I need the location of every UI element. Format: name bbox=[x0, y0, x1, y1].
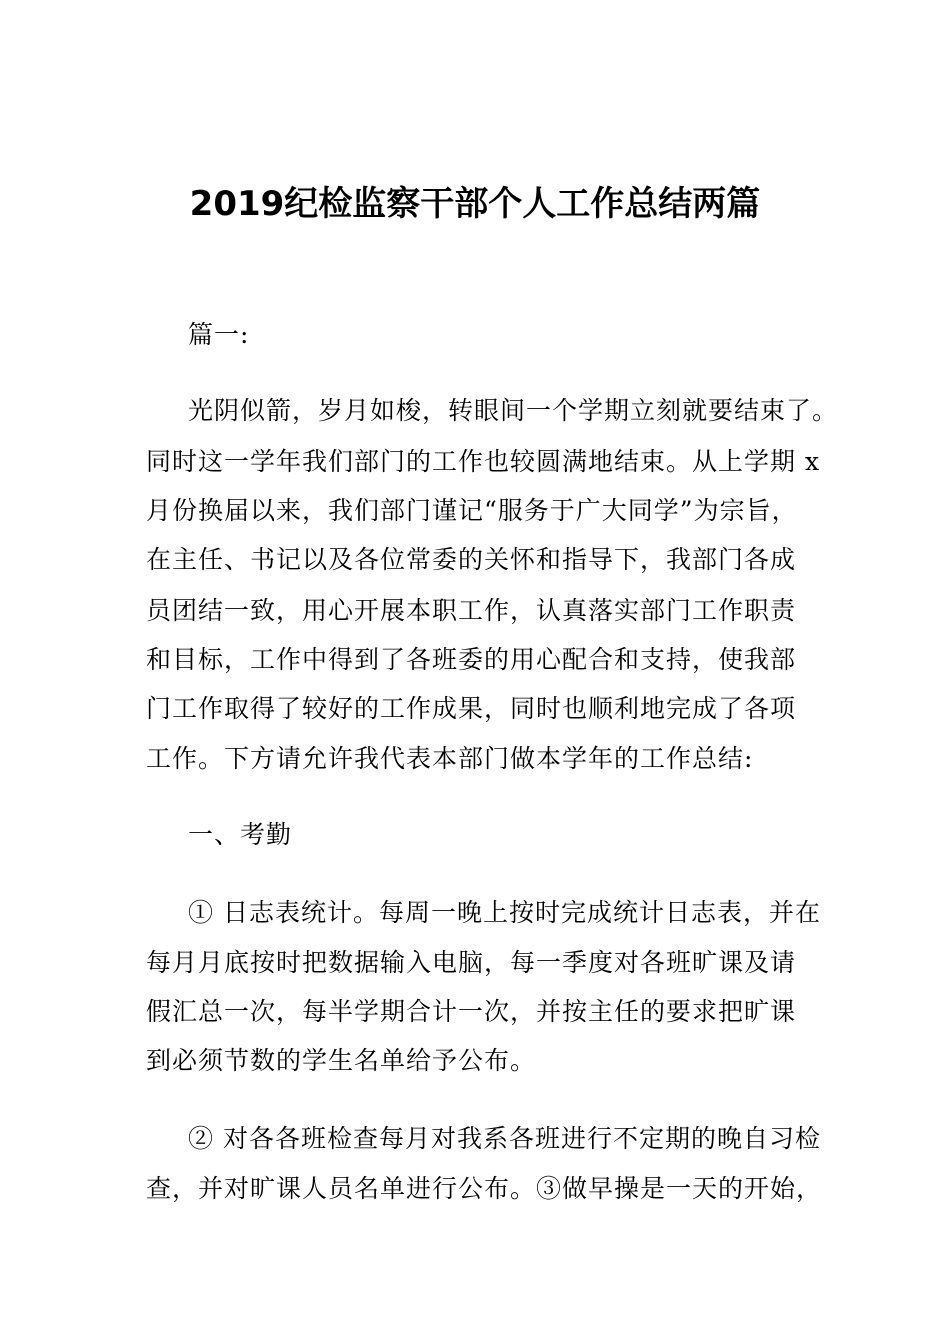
paragraph-line: 和目标，工作中得到了各班委的用心配合和支持，使我部 bbox=[146, 645, 797, 674]
document-title: 2019纪检监察干部个人工作总结两篇 bbox=[189, 184, 761, 224]
paragraph-line: 同时这一学年我们部门的工作也较圆满地结束。从上学期 x bbox=[146, 447, 821, 476]
part-heading: 篇一: bbox=[188, 320, 250, 349]
paragraph-line: 门工作取得了较好的工作成果，同时也顺利地完成了各项 bbox=[146, 694, 797, 723]
paragraph-line: 工作。下方请允许我代表本部门做本学年的工作总结: bbox=[146, 744, 754, 773]
paragraph-line: ① 日志表统计。每周一晚上按时完成统计日志表，并在 bbox=[188, 898, 821, 927]
paragraph-line: 查，并对旷课人员名单进行公布。③做早操是一天的开始， bbox=[146, 1174, 823, 1203]
paragraph-line: 到必须节数的学生名单给予公布。 bbox=[146, 1046, 537, 1075]
paragraph-line: 每月月底按时把数据输入电脑，每一季度对各班旷课及请 bbox=[146, 948, 797, 977]
paragraph-line: 在主任、书记以及各位常委的关怀和指导下，我部门各成 bbox=[146, 545, 797, 574]
paragraph-line: 月份换届以来，我们部门谨记“服务于广大同学”为宗旨， bbox=[146, 496, 798, 525]
paragraph-line: 光阴似箭，岁月如梭，转眼间一个学期立刻就要结束了。 bbox=[188, 396, 839, 425]
section-heading: 一、考勤 bbox=[188, 820, 293, 849]
paragraph-line: 假汇总一次，每半学期合计一次，并按主任的要求把旷课 bbox=[146, 997, 797, 1026]
paragraph-line: 员团结一致，用心开展本职工作，认真落实部门工作职责 bbox=[146, 596, 797, 625]
paragraph-line: ② 对各各班检查每月对我系各班进行不定期的晚自习检 bbox=[188, 1124, 821, 1153]
